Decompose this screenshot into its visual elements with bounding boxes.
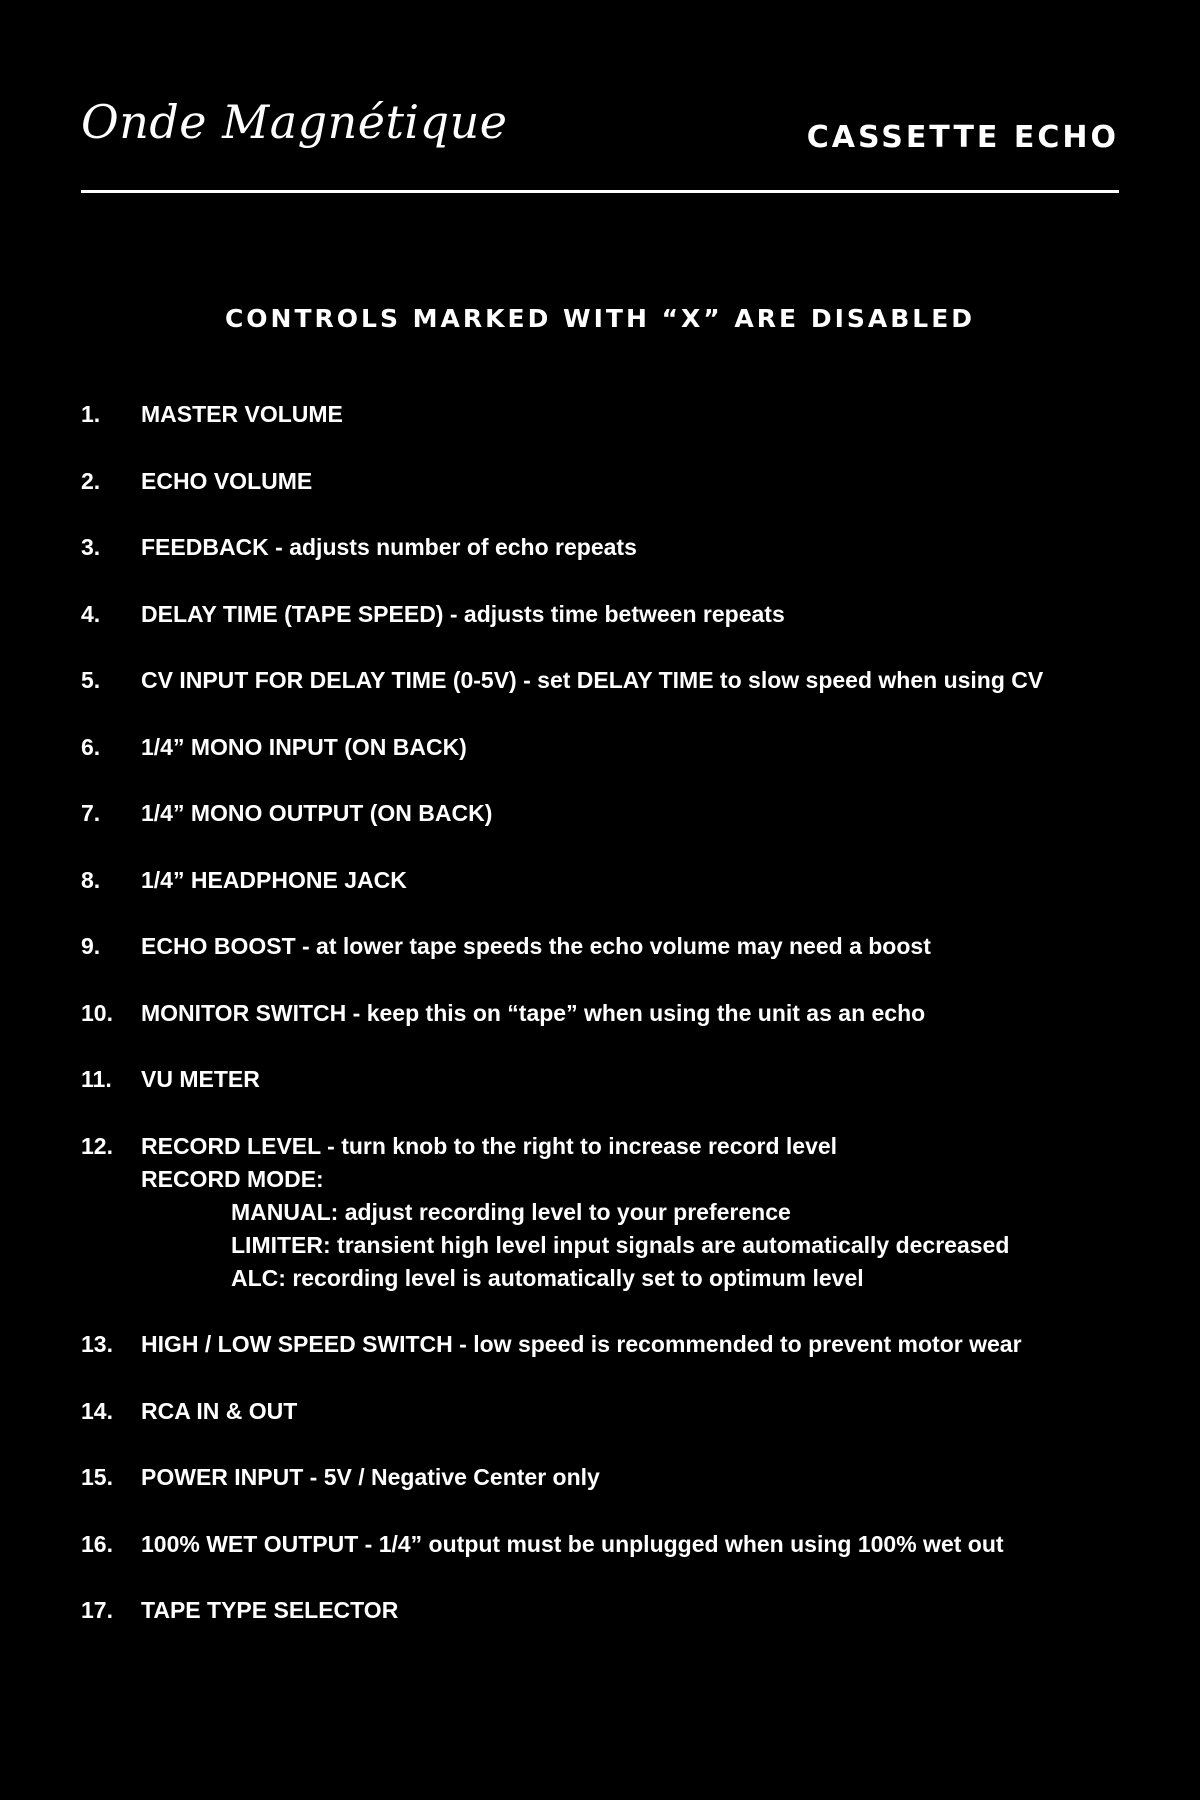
disabled-controls-notice: CONTROLS MARKED WITH “X” ARE DISABLED: [224, 304, 976, 333]
control-number: 13.: [81, 1331, 113, 1357]
control-description: POWER INPUT - 5V / Negative Center only: [141, 1464, 600, 1490]
control-item: [81, 664, 1141, 697]
control-number: 4.: [81, 600, 101, 627]
control-description: RECORD LEVEL - turn knob to the right to increase record level: [141, 1132, 838, 1159]
control-description: ECHO BOOST - at lower tape speeds the echo volume may need a boost: [141, 933, 931, 959]
control-item: [81, 731, 1141, 764]
control-number: 7.: [81, 800, 101, 826]
control-description: 1/4” HEADPHONE JACK: [141, 866, 407, 893]
control-item: [81, 1328, 1141, 1361]
control-description: VU METER: [141, 1066, 260, 1092]
product-title: CASSETTE ECHO: [806, 120, 1119, 155]
control-description: CV INPUT FOR DELAY TIME (0-5V) - set DELAY TIME to slow speed when using CV: [141, 667, 1044, 693]
record-mode-label: RECORD MODE:: [141, 1165, 324, 1192]
header-divider: [81, 190, 1119, 193]
record-mode-manual: MANUAL: adjust recording level to your preference: [231, 1198, 791, 1225]
control-description: RCA IN & OUT: [141, 1397, 298, 1424]
controls-list: [81, 398, 1141, 1661]
control-description: 1/4” MONO OUTPUT (ON BACK): [141, 800, 493, 826]
record-mode-list: [141, 1196, 1141, 1295]
control-number: 16.: [81, 1530, 113, 1557]
header: [81, 95, 1119, 195]
control-item: [81, 930, 1141, 963]
control-description: DELAY TIME (TAPE SPEED) - adjusts time between repeats: [141, 600, 785, 627]
control-number: 6.: [81, 733, 101, 760]
control-description: 100% WET OUTPUT - 1/4” output must be unplugged when using 100% wet out: [141, 1530, 1004, 1557]
control-number: 10.: [81, 999, 113, 1026]
control-number: 11.: [81, 1066, 112, 1092]
control-number: 1.: [81, 401, 101, 427]
control-item: [81, 598, 1141, 631]
control-number: 9.: [81, 933, 101, 959]
control-description: TAPE TYPE SELECTOR: [141, 1597, 399, 1623]
control-description: 1/4” MONO INPUT (ON BACK): [141, 733, 467, 760]
control-item: [81, 1063, 1141, 1096]
control-description: MONITOR SWITCH - keep this on “tape” when using the unit as an echo: [141, 999, 926, 1026]
control-item: [81, 1130, 1141, 1295]
control-item: [81, 1594, 1141, 1627]
control-item: [81, 1461, 1141, 1494]
control-item: [81, 1528, 1141, 1561]
control-description: ECHO VOLUME: [141, 467, 313, 494]
control-description: MASTER VOLUME: [141, 401, 343, 427]
control-number: 15.: [81, 1464, 113, 1490]
control-number: 3.: [81, 534, 101, 560]
control-description: HIGH / LOW SPEED SWITCH - low speed is recommended to prevent motor wear: [141, 1331, 1022, 1357]
control-number: 12.: [81, 1132, 113, 1159]
control-number: 17.: [81, 1597, 113, 1623]
control-item: [81, 465, 1141, 498]
control-number: 2.: [81, 467, 101, 494]
control-item: [81, 1395, 1141, 1428]
control-item: [81, 797, 1141, 830]
control-number: 8.: [81, 866, 101, 893]
control-item: [81, 997, 1141, 1030]
record-mode-limiter: LIMITER: transient high level input signals are automatically decreased: [231, 1231, 1010, 1258]
control-item: [81, 398, 1141, 431]
control-item: [81, 864, 1141, 897]
control-number: 14.: [81, 1397, 113, 1424]
control-number: 5.: [81, 667, 101, 693]
brand-logo: Onde Magnétique: [81, 95, 508, 149]
control-description: FEEDBACK - adjusts number of echo repeats: [141, 534, 637, 560]
record-mode-alc: ALC: recording level is automatically set to optimum level: [231, 1264, 864, 1291]
control-item: [81, 531, 1141, 564]
control-detail: [141, 1130, 1141, 1295]
